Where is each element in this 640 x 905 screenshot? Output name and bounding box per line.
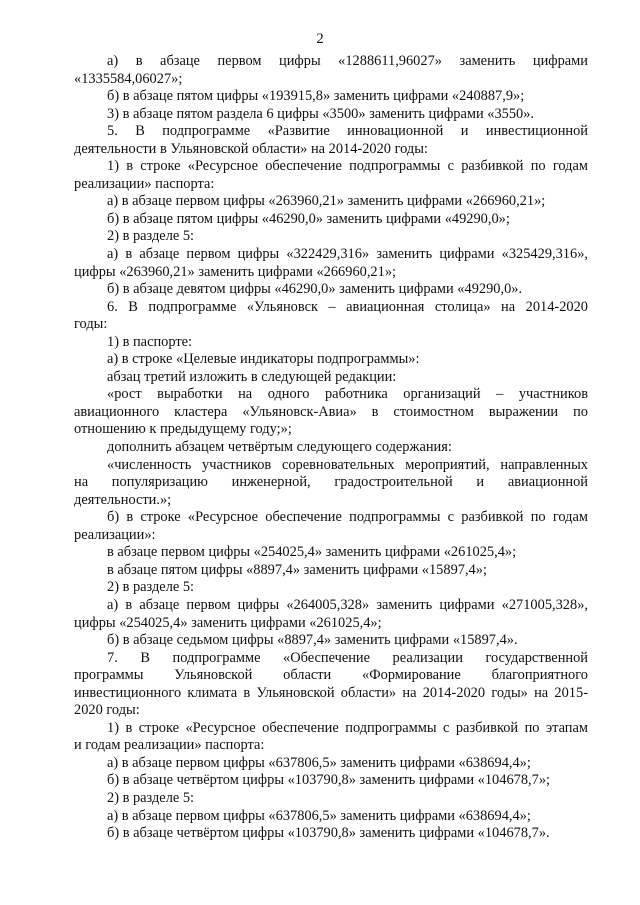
text-line: дополнить абзацем четвёртым следующего содержания: [107,439,452,456]
text-line: 2) в разделе 5: [107,579,195,596]
text-line: «рост выработки на одного работника организаций – участников [107,386,588,403]
text-line: б) в абзаце четвёртом цифры «103790,8» заменить цифрами «104678,7»; [107,772,551,789]
text-line: и годам реализации» паспорта: [74,737,265,754]
text-line: 3) в абзаце пятом раздела 6 цифры «3500» заменить цифрами «3550». [107,105,535,122]
text-line: 2) в разделе 5: [107,789,195,806]
document-body [74,53,588,843]
text-line: б) в абзаце девятом цифры «46290,0» заменить цифрами «49290,0». [107,281,523,298]
text-line: а) в абзаце первом цифры «1288611,96027» заменить цифрами [107,53,588,69]
text-line: реализации»: [74,526,156,543]
text-line: 2020 годы: [74,702,140,719]
text-line: 1) в паспорте: [107,333,193,350]
text-line: отношению к предыдущему году;»; [74,421,292,438]
text-line: в абзаце первом цифры «254025,4» заменить цифрами «261025,4»; [107,544,517,561]
text-line: авиационного кластера «Ульяновск-Авиа» в стоимостном выражении по [74,403,588,420]
text-line: 2) в разделе 5: [107,228,195,245]
text-line: а) в абзаце первом цифры «637806,5» заменить цифрами «638694,4»; [107,754,531,771]
text-line: б) в абзаце четвёртом цифры «103790,8» заменить цифрами «104678,7». [107,825,550,842]
text-line: деятельности.»; [74,491,172,508]
text-line: в абзаце пятом цифры «8897,4» заменить цифрами «15897,4»; [107,561,487,578]
text-line: б) в абзаце пятом цифры «46290,0» заменить цифрами «49290,0»; [107,210,510,227]
text-line: а) в абзаце первом цифры «264005,328» заменить цифрами «271005,328», [107,596,588,613]
text-line: цифры «254025,4» заменить цифрами «261025,4»; [74,614,382,631]
text-line: 1) в строке «Ресурсное обеспечение подпрограммы с разбивкой по этапам [107,719,588,736]
text-line: б) в строке «Ресурсное обеспечение подпрограммы с разбивкой по годам [107,509,588,526]
page-number: 2 [316,31,324,47]
text-line: а) в абзаце первом цифры «322429,316» заменить цифрами «325429,316», [107,246,588,263]
text-line: а) в абзаце первом цифры «637806,5» заменить цифрами «638694,4»; [107,807,531,824]
text-line: деятельности в Ульяновской области» на 2014-2020 годы: [74,140,428,157]
text-line: «1335584,06027»; [74,70,183,87]
text-line: а) в строке «Целевые индикаторы подпрограммы»: [107,351,420,368]
text-line: «численность участников соревновательных мероприятий, направленных [107,456,588,473]
text-line: реализации» паспорта: [74,175,215,192]
text-line: 7. В подпрограмме «Обеспечение реализации государственной [107,649,588,666]
text-line: б) в абзаце седьмом цифры «8897,4» заменить цифрами «15897,4». [107,632,518,649]
text-line: инвестиционного климата в Ульяновской области» на 2014-2020 годы» на 2015- [74,684,588,701]
text-line: абзац третий изложить в следующей редакции: [107,368,397,385]
text-line: 1) в строке «Ресурсное обеспечение подпрограммы с разбивкой по годам [107,158,588,175]
text-line: годы: [74,316,108,333]
text-line: б) в абзаце пятом цифры «193915,8» заменить цифрами «240887,9»; [107,88,525,105]
text-line: 6. В подпрограмме «Ульяновск – авиационная столица» на 2014-2020 [107,298,588,315]
text-line: программы Ульяновской области «Формирование благоприятного [74,667,588,684]
text-line: а) в абзаце первом цифры «263960,21» заменить цифрами «266960,21»; [107,193,546,210]
text-line: цифры «263960,21» заменить цифрами «266960,21»; [74,263,397,280]
text-line: на популяризацию инженерной, градостроительной и авиационной [74,474,588,491]
text-line: 5. В подпрограмме «Развитие инновационной и инвестиционной [107,123,588,140]
